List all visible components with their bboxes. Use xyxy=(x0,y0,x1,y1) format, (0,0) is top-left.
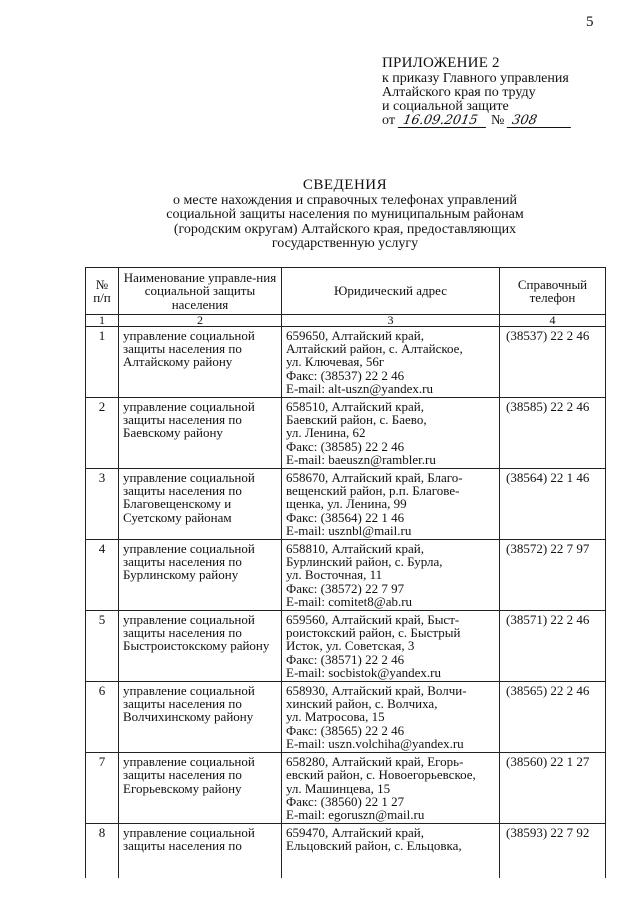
appendix-block xyxy=(382,56,622,128)
address-line: E-mail: comitet8@ab.ru xyxy=(286,593,413,609)
handwritten-date: 16.09.2015 xyxy=(398,114,488,128)
office-name: управление социальной защиты населения по Баевскому району xyxy=(119,398,282,469)
appendix-line: и социальной защите xyxy=(382,99,509,114)
office-name: управление социальной защиты населения по Бурлинскому району xyxy=(119,540,282,611)
row-number: 3 xyxy=(86,469,119,540)
address-line: хинский район, с. Волчиха, xyxy=(286,696,438,712)
office-name: управление социальной защиты населения по Волчихинскому району xyxy=(119,682,282,753)
office-address xyxy=(282,824,500,879)
row-number: 8 xyxy=(86,824,119,879)
address-line: Алтайский район, с. Алтайское, xyxy=(286,341,463,357)
header-name: Наименование управле-ния социальной защиты населения xyxy=(119,268,282,315)
table-row xyxy=(86,824,606,879)
address-line: 658930, Алтайский край, Волчи- xyxy=(286,683,467,699)
office-phone: (38571) 22 2 46 xyxy=(500,611,606,682)
table-row xyxy=(86,469,606,540)
appendix-title: ПРИЛОЖЕНИЕ 2 xyxy=(382,55,500,71)
address-line: Факс: (38585) 22 2 46 xyxy=(286,438,405,454)
column-number: 4 xyxy=(500,315,606,327)
address-line: вещенский район, р.п. Благове- xyxy=(286,483,460,499)
office-name: управление социальной защиты населения по Алтайскому району xyxy=(119,327,282,398)
table-row xyxy=(86,327,606,398)
address-line: Факс: (38564) 22 1 46 xyxy=(286,509,405,525)
office-phone: (38572) 22 7 97 xyxy=(500,540,606,611)
office-phone: (38537) 22 2 46 xyxy=(500,327,606,398)
address-line: ул. Восточная, 11 xyxy=(286,567,383,583)
address-line: евский район, с. Новоегорьевское, xyxy=(286,767,476,783)
column-number: 1 xyxy=(86,315,119,327)
header-phone: Справочный телефон xyxy=(500,268,606,315)
address-line: Исток, ул. Советская, 3 xyxy=(286,638,415,654)
header-address: Юридический адрес xyxy=(282,268,500,315)
table-header-row xyxy=(86,268,606,315)
address-line: E-mail: uszn.volchiha@yandex.ru xyxy=(286,735,464,751)
address-line: E-mail: socbistok@yandex.ru xyxy=(286,664,441,680)
heading-line: государственную услугу xyxy=(271,236,419,251)
office-phone: (38585) 22 2 46 xyxy=(500,398,606,469)
address-line: ул. Ленина, 62 xyxy=(286,425,366,441)
column-number: 3 xyxy=(282,315,500,327)
from-label: от xyxy=(382,113,395,128)
address-line: 659650, Алтайский край, xyxy=(286,328,424,343)
address-line: Факс: (38572) 22 7 97 xyxy=(286,580,405,596)
address-line: Бурлинский район, с. Бурла, xyxy=(286,554,443,570)
office-address xyxy=(282,611,500,682)
address-line: Баевский район, с. Баево, xyxy=(286,412,427,428)
address-line: Факс: (38571) 22 2 46 xyxy=(286,651,405,667)
address-line: 658810, Алтайский край, xyxy=(286,541,424,557)
column-number: 2 xyxy=(119,315,282,327)
address-line: E-mail: egoruszn@mail.ru xyxy=(286,806,425,822)
number-label: № xyxy=(490,113,505,128)
row-number: 4 xyxy=(86,540,119,611)
office-phone: (38560) 22 1 27 xyxy=(500,753,606,824)
address-line: Факс: (38565) 22 2 46 xyxy=(286,722,405,738)
office-phone: (38593) 22 7 92 xyxy=(500,824,606,879)
address-line: Факс: (38537) 22 2 46 xyxy=(286,367,405,383)
address-line: ул. Ключевая, 56г xyxy=(286,354,385,370)
row-number: 7 xyxy=(86,753,119,824)
address-line: щенка, ул. Ленина, 99 xyxy=(286,496,407,512)
office-address xyxy=(282,753,500,824)
offices-table xyxy=(85,267,606,878)
office-name: управление социальной защиты населения по Быстроистокскому району xyxy=(119,611,282,682)
heading-line: о месте нахождения и справочных телефонах управлений xyxy=(172,192,518,208)
address-line: Ельцовский район, с. Ельцовка, xyxy=(286,838,462,854)
address-line: 658510, Алтайский край, xyxy=(286,399,424,415)
office-name: управление социальной защиты населения по Егорьевскому району xyxy=(119,753,282,824)
address-line: Факс: (38560) 22 1 27 xyxy=(286,793,405,809)
appendix-line: Алтайского края по труду xyxy=(382,85,536,100)
office-address xyxy=(282,469,500,540)
table-row xyxy=(86,682,606,753)
office-address xyxy=(282,540,500,611)
address-line: ул. Матросова, 15 xyxy=(286,709,385,725)
table-row xyxy=(86,540,606,611)
row-number: 1 xyxy=(86,327,119,398)
document-heading xyxy=(110,178,580,252)
address-line: роистокский район, с. Быстрый xyxy=(286,625,461,641)
office-phone: (38565) 22 2 46 xyxy=(500,682,606,753)
address-line: E-mail: alt-uszn@yandex.ru xyxy=(286,380,433,396)
address-line: E-mail: baeuszn@rambler.ru xyxy=(286,451,436,467)
header-number: № п/п xyxy=(86,268,119,315)
address-line: 659470, Алтайский край, xyxy=(286,825,424,841)
address-line: 659560, Алтайский край, Быст- xyxy=(286,612,460,628)
table-row xyxy=(86,611,606,682)
address-line: E-mail: usznbl@mail.ru xyxy=(286,522,412,538)
table-row xyxy=(86,753,606,824)
document-title: СВЕДЕНИЯ xyxy=(302,177,388,193)
order-date-line xyxy=(382,114,622,128)
table-row xyxy=(86,398,606,469)
page-number: 5 xyxy=(586,14,594,30)
handwritten-number: 308 xyxy=(507,114,573,128)
address-line: 658280, Алтайский край, Егорь- xyxy=(286,754,464,770)
office-name: управление социальной защиты населения по xyxy=(119,824,282,879)
column-number-row xyxy=(86,315,606,327)
row-number: 2 xyxy=(86,398,119,469)
row-number: 6 xyxy=(86,682,119,753)
office-address xyxy=(282,682,500,753)
office-address xyxy=(282,398,500,469)
heading-line: (городским округам) Алтайского края, предоставляющих xyxy=(173,221,517,237)
office-address xyxy=(282,327,500,398)
address-line: ул. Машинцева, 15 xyxy=(286,780,391,796)
office-name: управление социальной защиты населения по Благовещенскому и Суетскому районам xyxy=(119,469,282,540)
row-number: 5 xyxy=(86,611,119,682)
appendix-line: к приказу Главного управления xyxy=(382,71,569,86)
heading-line: социальной защиты населения по муниципальным районам xyxy=(166,207,524,222)
office-phone: (38564) 22 1 46 xyxy=(500,469,606,540)
address-line: 658670, Алтайский край, Благо- xyxy=(286,470,463,486)
